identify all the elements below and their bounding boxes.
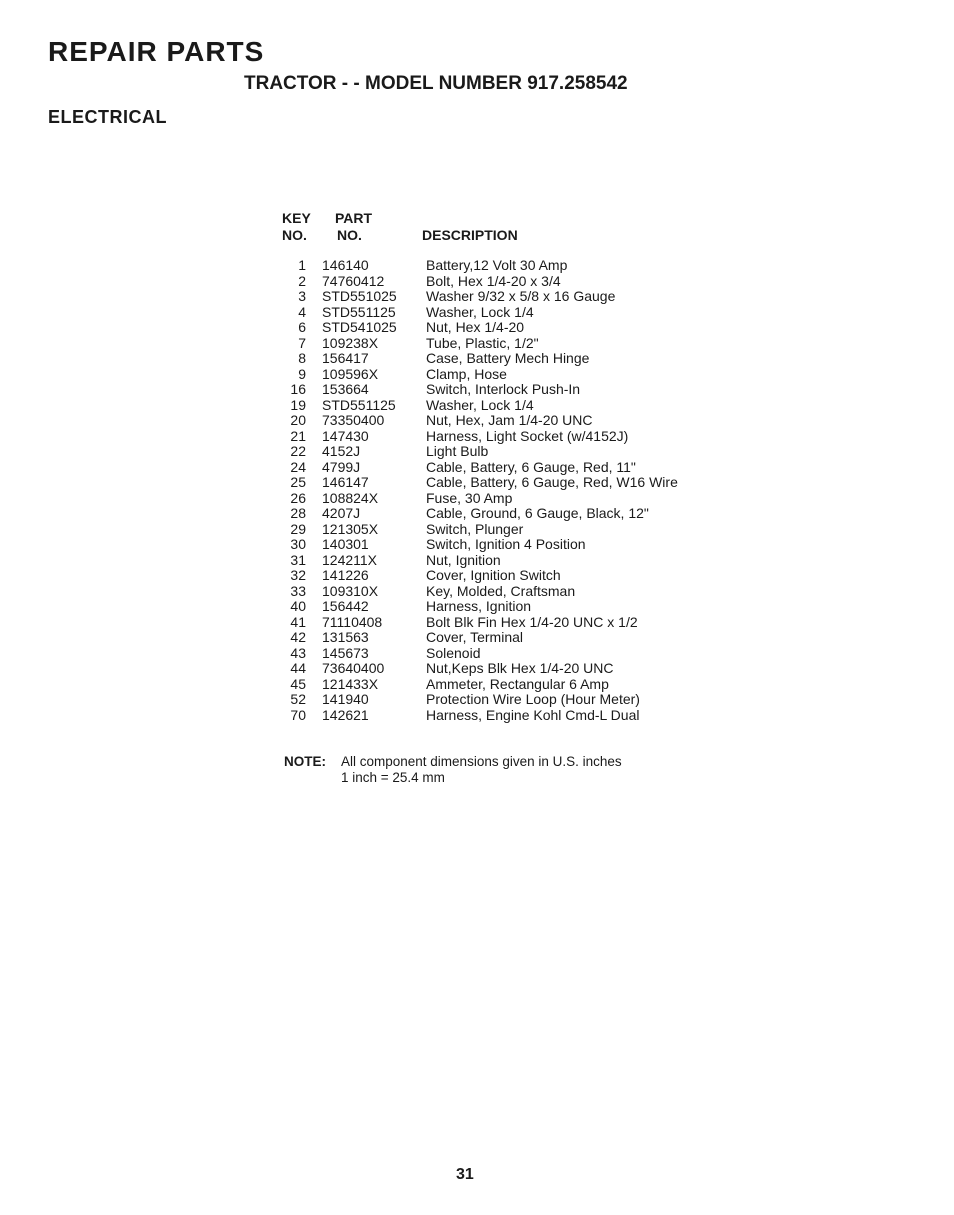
description-cell: Bolt Blk Fin Hex 1/4-20 UNC x 1/2 (426, 613, 638, 630)
description-cell: Nut, Ignition (426, 551, 501, 568)
part-number-cell: 147430 (322, 427, 369, 444)
page-number: 31 (456, 1166, 474, 1183)
table-row (280, 336, 700, 352)
key-cell: 70 (290, 706, 306, 723)
part-number-cell: 124211X (322, 551, 378, 568)
key-cell: 21 (290, 427, 306, 444)
key-cell: 9 (298, 365, 306, 382)
key-header-line1: KEY (282, 210, 311, 226)
description-cell: Washer, Lock 1/4 (426, 396, 534, 413)
description-cell: Switch, Interlock Push-In (426, 381, 581, 397)
note-line1: All component dimensions given in U.S. inches (341, 754, 622, 769)
part-number-cell: 156417 (322, 350, 369, 366)
key-cell: 33 (290, 582, 306, 599)
part-number-cell: 108824X (322, 489, 379, 506)
part-number-cell: 145673 (322, 644, 369, 661)
key-cell: 25 (290, 474, 306, 490)
key-cell: 41 (290, 613, 306, 630)
key-cell: 1 (298, 257, 306, 273)
key-cell: 42 (290, 629, 306, 645)
table-row (280, 320, 700, 336)
part-number-cell: 73640400 (322, 660, 385, 676)
part-number-cell: 71110408 (322, 613, 383, 630)
description-cell: Switch, Plunger (426, 520, 524, 537)
page-title: REPAIR PARTS (48, 36, 265, 67)
table-row (280, 289, 700, 305)
table-row (280, 708, 700, 724)
table-row (280, 475, 700, 491)
table-row (280, 398, 700, 414)
description-cell: Cable, Ground, 6 Gauge, Black, 12" (426, 505, 649, 521)
key-cell: 29 (290, 520, 306, 537)
key-cell: 22 (290, 443, 306, 459)
parts-rows (280, 258, 700, 723)
part-number-cell: 109596X (322, 365, 379, 382)
part-number-cell: 131563 (322, 629, 369, 645)
key-cell: 45 (290, 675, 306, 692)
part-number-cell: 141226 (322, 567, 369, 583)
part-number-cell: 121433X (322, 675, 379, 692)
parts-table (280, 208, 700, 723)
part-number-cell: 4152J (322, 443, 361, 459)
table-row (280, 351, 700, 367)
part-header-line1: PART (335, 210, 373, 226)
key-cell: 16 (290, 381, 306, 397)
part-number-cell: 140301 (322, 536, 369, 552)
key-cell: 24 (290, 458, 306, 475)
part-number-cell: STD551125 (322, 303, 396, 320)
table-row (280, 429, 700, 445)
table-row (280, 305, 700, 321)
key-cell: 20 (290, 412, 306, 428)
key-cell: 26 (290, 489, 306, 506)
table-row (280, 646, 700, 662)
description-cell: Fuse, 30 Amp (426, 489, 513, 506)
part-number-cell: 4207J (322, 505, 361, 521)
description-cell: Protection Wire Loop (Hour Meter) (426, 691, 640, 707)
key-cell: 40 (290, 598, 306, 614)
key-cell: 43 (290, 644, 306, 661)
description-cell: Nut,Keps Blk Hex 1/4-20 UNC (426, 660, 614, 676)
description-cell: Washer 9/32 x 5/8 x 16 Gauge (426, 288, 616, 304)
table-row (280, 460, 700, 476)
table-row (280, 692, 700, 708)
part-number-cell: STD551125 (322, 396, 396, 413)
description-cell: Cable, Battery, 6 Gauge, Red, 11" (426, 458, 636, 475)
description-cell: Case, Battery Mech Hinge (426, 350, 590, 366)
table-row (280, 413, 700, 429)
description-cell: Harness, Light Socket (w/4152J) (426, 427, 629, 444)
description-cell: Battery,12 Volt 30 Amp (426, 257, 568, 273)
section-title: ELECTRICAL (48, 107, 167, 127)
table-row (280, 274, 700, 290)
key-cell: 6 (298, 319, 306, 335)
description-cell: Cover, Terminal (426, 629, 524, 645)
table-row (280, 444, 700, 460)
table-row (280, 599, 700, 615)
description-cell: Nut, Hex 1/4-20 (426, 319, 525, 335)
part-number-cell: 146140 (322, 257, 369, 273)
part-number-cell: 109310X (322, 582, 379, 599)
table-row (280, 553, 700, 569)
table-row (280, 568, 700, 584)
part-number-cell: STD551025 (322, 288, 397, 304)
key-cell: 30 (290, 536, 306, 552)
key-header-line2: NO. (282, 227, 307, 243)
table-row (280, 367, 700, 383)
part-number-cell: 142621 (322, 706, 369, 723)
key-cell: 3 (298, 288, 306, 304)
table-row (280, 258, 700, 274)
part-number-cell: 153664 (322, 381, 369, 397)
description-cell: Light Bulb (426, 443, 489, 459)
part-number-cell: 4799J (322, 458, 361, 475)
description-cell: Harness, Ignition (426, 598, 532, 614)
table-row (280, 584, 700, 600)
table-row (280, 506, 700, 522)
part-number-cell: 121305X (322, 520, 379, 537)
table-row (280, 491, 700, 507)
table-row (280, 677, 700, 693)
description-cell: Clamp, Hose (426, 365, 507, 382)
table-row (280, 661, 700, 677)
note (284, 754, 622, 786)
key-cell: 4 (298, 303, 306, 320)
description-cell: Switch, Ignition 4 Position (426, 536, 586, 552)
description-cell: Cover, Ignition Switch (426, 567, 561, 583)
table-row (280, 382, 700, 398)
table-row (280, 615, 700, 631)
description-cell: Cable, Battery, 6 Gauge, Red, W16 Wire (426, 474, 678, 490)
part-number-cell: 141940 (322, 691, 369, 707)
table-row (280, 522, 700, 538)
description-cell: Washer, Lock 1/4 (426, 303, 534, 320)
part-number-cell: 146147 (322, 474, 369, 490)
key-cell: 2 (298, 272, 306, 289)
key-cell: 44 (290, 660, 306, 676)
part-number-cell: 109238X (322, 334, 379, 351)
key-cell: 31 (290, 551, 306, 568)
note-line2: 1 inch = 25.4 mm (341, 770, 445, 785)
part-number-cell: 74760412 (322, 272, 385, 289)
key-cell: 32 (290, 567, 306, 583)
table-row (280, 630, 700, 646)
description-cell: Ammeter, Rectangular 6 Amp (426, 675, 609, 692)
key-cell: 7 (298, 334, 306, 351)
key-cell: 28 (290, 505, 306, 521)
description-cell: Key, Molded, Craftsman (426, 582, 576, 599)
description-header: DESCRIPTION (422, 227, 518, 243)
description-cell: Nut, Hex, Jam 1/4-20 UNC (426, 412, 593, 428)
key-cell: 19 (290, 396, 306, 413)
model-title: TRACTOR - - MODEL NUMBER 917.258542 (244, 73, 628, 94)
description-cell: Harness, Engine Kohl Cmd-L Dual (426, 706, 640, 723)
key-cell: 8 (298, 350, 306, 366)
note-label: NOTE: (284, 754, 326, 769)
description-cell: Tube, Plastic, 1/2" (426, 334, 539, 351)
part-number-cell: STD541025 (322, 319, 397, 335)
table-header (280, 208, 700, 258)
part-number-cell: 73350400 (322, 412, 385, 428)
part-header-line2: NO. (337, 227, 362, 243)
description-cell: Solenoid (426, 644, 481, 661)
key-cell: 52 (290, 691, 306, 707)
part-number-cell: 156442 (322, 598, 369, 614)
table-row (280, 537, 700, 553)
description-cell: Bolt, Hex 1/4-20 x 3/4 (426, 272, 561, 289)
